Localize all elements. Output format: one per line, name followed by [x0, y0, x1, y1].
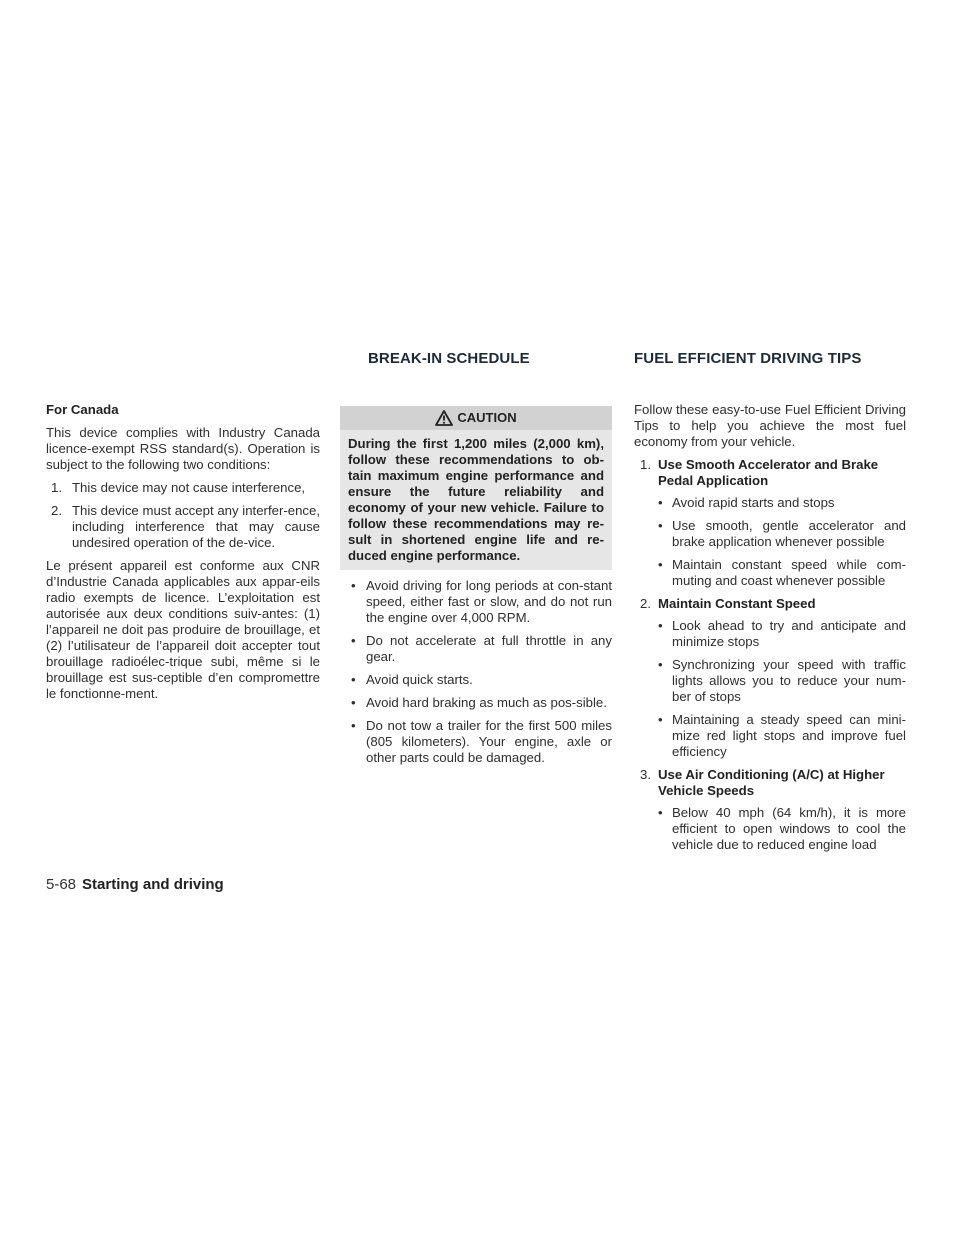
page-footer: [46, 876, 224, 893]
left-column: [46, 402, 320, 709]
bullet-dot: •: [351, 633, 356, 648]
break-in-bullet: [340, 578, 612, 626]
for-canada-title: For Canada: [46, 402, 119, 417]
fuel-tips-heading: FUEL EFFICIENT DRIVING TIPS: [634, 350, 862, 367]
bullet-text: Do not accelerate at full throttle in any gear.: [366, 633, 612, 664]
break-in-bullet: [340, 718, 612, 766]
condition-item: [46, 480, 320, 496]
fuel-tips-intro: Follow these easy-to-use Fuel Efficient Driving Tips to help you achieve the most fuel economy from your vehicle.: [634, 402, 906, 449]
bullet-dot: •: [658, 618, 663, 633]
tip-title: Use Smooth Accelerator and Brake Pedal Application: [658, 457, 879, 488]
bullet-text: Maintaining a steady speed can mini-mize red light stops and improve fuel efficiency: [672, 712, 906, 759]
bullet-dot: •: [658, 712, 663, 727]
bullet-text: Look ahead to try and anticipate and minimize stops: [672, 618, 906, 649]
item-text: This device must accept any interfer-ence, including interference that may cause undesired operation of the de-vice.: [72, 503, 320, 550]
bullet-text: Do not tow a trailer for the first 500 miles (805 kilometers). Your engine, axle or other parts could be damaged.: [366, 718, 612, 765]
caution-header: [340, 406, 612, 430]
bullet-dot: •: [658, 805, 663, 820]
tip-bullet: [634, 518, 906, 550]
warning-triangle-icon: [435, 410, 453, 426]
bullet-dot: •: [658, 557, 663, 572]
bullet-text: Use smooth, gentle accelerator and brake application whenever possible: [672, 518, 906, 549]
tip-number: 2.: [640, 596, 651, 611]
bullet-dot: •: [351, 578, 356, 593]
bullet-text: Avoid driving for long periods at con-stant speed, either fast or slow, and do not run the engine over 4,000 RPM.: [366, 578, 612, 625]
right-column: [634, 402, 906, 860]
bullet-text: Avoid rapid starts and stops: [672, 495, 835, 510]
tip-number: 1.: [640, 457, 651, 472]
item-number: 2.: [51, 503, 62, 518]
break-in-bullet: [340, 672, 612, 688]
caution-box: [340, 406, 612, 570]
bullet-dot: •: [658, 495, 663, 510]
tip-group-heading: [634, 596, 906, 612]
break-in-bullet: [340, 633, 612, 665]
condition-item: [46, 503, 320, 551]
caution-text: During the first 1,200 miles (2,000 km), follow these recommendations to ob-tain maximum engine performance and ensure the future reliability and economy of your new vehicle. Failure to follow these recommendations may re-sult in shortened engine life and re-duced engine performance.: [348, 436, 604, 563]
tip-group-heading: [634, 767, 906, 799]
tip-number: 3.: [640, 767, 651, 782]
break-in-bullet: [340, 695, 612, 711]
tip-bullet: [634, 495, 906, 511]
bullet-dot: •: [658, 518, 663, 533]
canada-intro: This device complies with Industry Canada licence-exempt RSS standard(s). Operation is subject to the following two conditions:: [46, 425, 320, 472]
tip-title: Maintain Constant Speed: [658, 596, 816, 611]
tip-bullet: [634, 712, 906, 760]
tip-bullet: [634, 657, 906, 705]
bullet-text: Below 40 mph (64 km/h), it is more efficient to open windows to cool the vehicle due to reduced engine load: [672, 805, 906, 852]
break-in-heading: BREAK-IN SCHEDULE: [368, 350, 530, 367]
middle-column: [340, 406, 612, 773]
tip-group-heading: [634, 457, 906, 489]
bullet-text: Avoid hard braking as much as pos-sible.: [366, 695, 607, 710]
item-number: 1.: [51, 480, 62, 495]
french-notice: Le présent appareil est conforme aux CNR d’Industrie Canada applicables aux appar-eils radio exempts de licence. L’exploitation est autorisée aux deux conditions suiv-antes: (1) l’appareil ne doit pas produire de brouillage, et (2) l’utilisateur de l’appareil doit accepter tout brouillage radioélec-trique subi, même si le brouillage est sus-ceptible d’en compromettre le fonctionne-ment.: [46, 558, 320, 701]
bullet-text: Synchronizing your speed with traffic lights allows you to reduce your num-ber of stops: [672, 657, 906, 704]
tip-title: Use Air Conditioning (A/C) at Higher Vehicle Speeds: [658, 767, 885, 798]
tip-bullet: [634, 557, 906, 589]
caution-title: CAUTION: [457, 410, 517, 425]
tip-bullet: [634, 805, 906, 853]
bullet-dot: •: [351, 718, 356, 733]
bullet-dot: •: [351, 672, 356, 687]
page-number: 5-68: [46, 876, 77, 893]
tip-bullet: [634, 618, 906, 650]
bullet-text: Maintain constant speed while com-muting and coast whenever possible: [672, 557, 906, 588]
bullet-dot: •: [658, 657, 663, 672]
bullet-dot: •: [351, 695, 356, 710]
bullet-text: Avoid quick starts.: [366, 672, 473, 687]
chapter-title: Starting and driving: [82, 876, 224, 893]
item-text: This device may not cause interference,: [72, 480, 306, 495]
